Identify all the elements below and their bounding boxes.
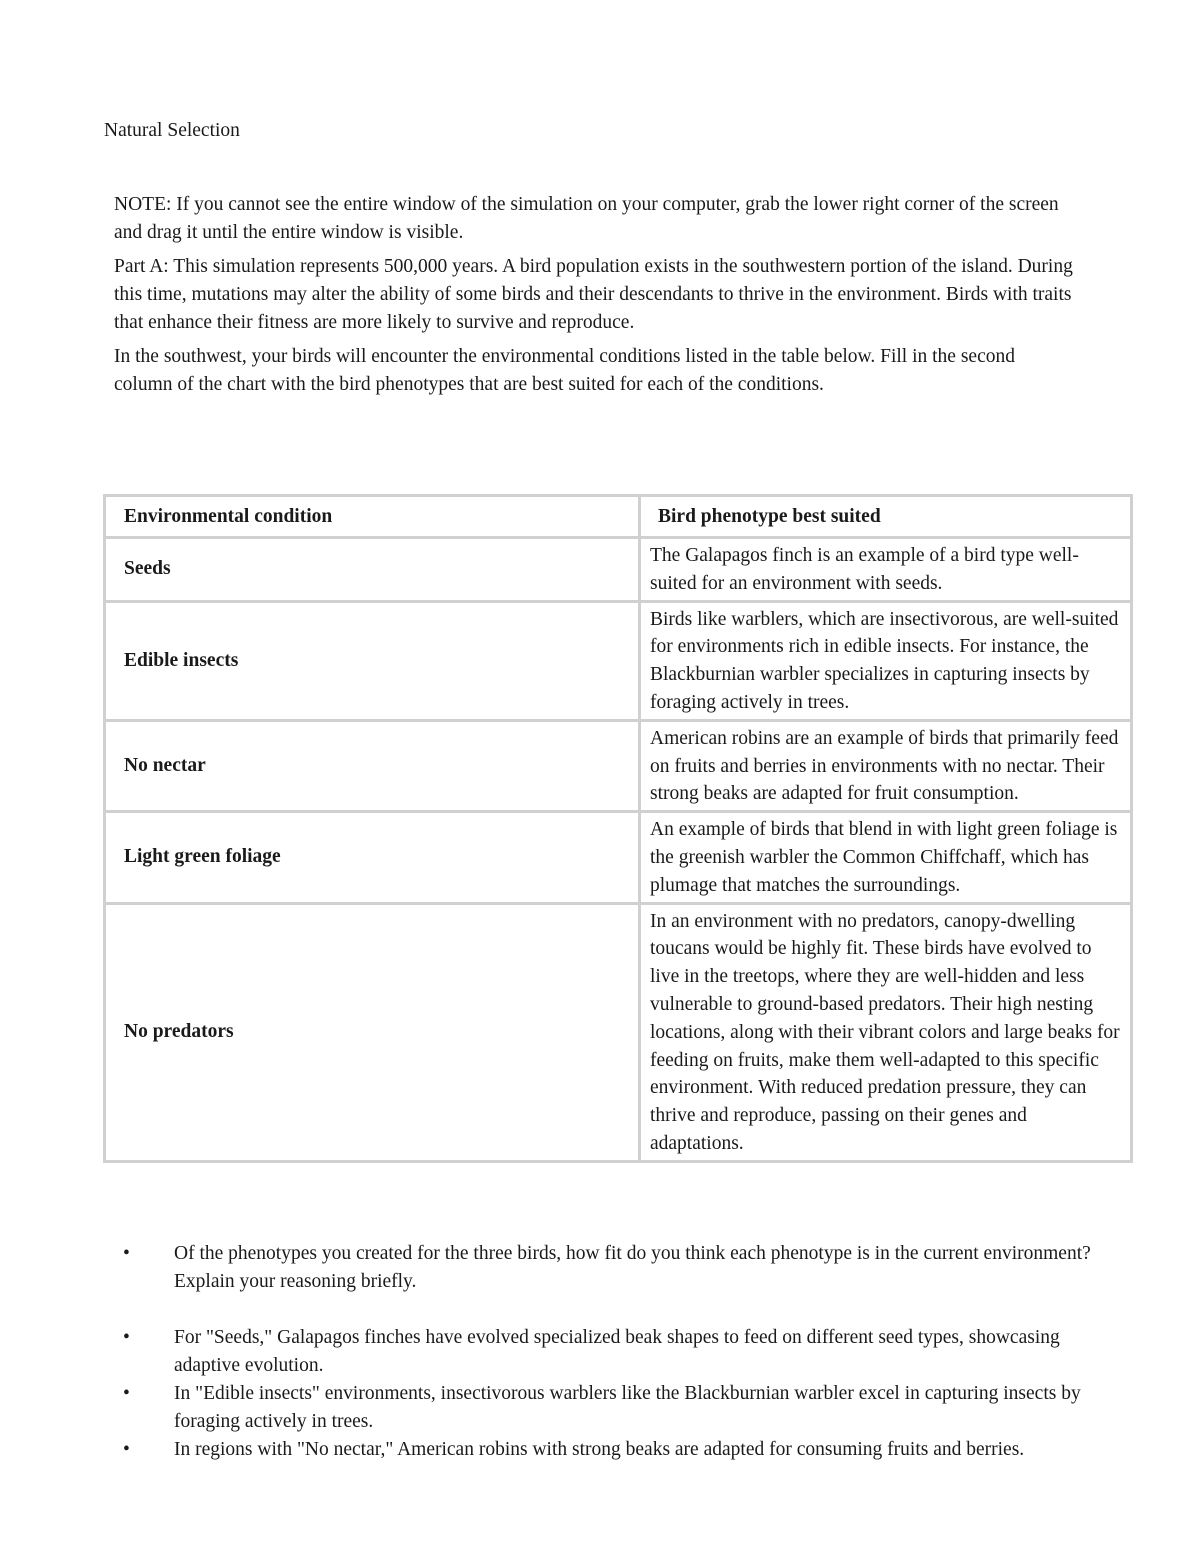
table-row [105, 812, 1132, 903]
bullet-list [120, 1240, 1120, 1464]
table-row [105, 903, 1132, 1161]
phenotype-cell[interactable]: The Galapagos finch is an example of a bird type well-suited for an environment with seeds. [640, 538, 1132, 602]
phenotype-cell[interactable]: In an environment with no predators, canopy-dwelling toucans would be highly fit. These birds have evolved to live in the treetops, where they are well-hidden and less vulnerable to ground-based predators. Their high nesting locations, along with their vibrant colors and large beaks for feeding on fruits, make them well-adapted to this specific environment. With reduced predation pressure, they can thrive and reproduce, passing on their genes and adaptations. [640, 903, 1132, 1161]
list-item: • Of the phenotypes you created for the three birds, how fit do you think each phenotype is in the current environment? Explain your reasoning briefly. [120, 1240, 1120, 1296]
phenotype-table [103, 494, 1133, 1163]
condition-cell: Light green foliage [105, 812, 640, 903]
part-a-paragraph: Part A: This simulation represents 500,000 years. A bird population exists in the southwestern portion of the island. During this time, mutations may alter the ability of some birds and their descendants to thrive in the environment. Birds with traits that enhance their fitness are more likely to survive and reproduce. [114, 256, 1073, 333]
condition-cell: Seeds [105, 538, 640, 602]
note-paragraph: NOTE: If you cannot see the entire window of the simulation on your computer, grab the lower right corner of the screen and drag it until the entire window is visible. [114, 194, 1059, 243]
header-environmental-condition: Environmental condition [105, 496, 640, 538]
instructions-paragraph: In the southwest, your birds will encounter the environmental conditions listed in the table below. Fill in the second column of the chart with the bird phenotypes that are best suited for each of the conditions. [114, 346, 1015, 395]
phenotype-cell[interactable]: Birds like warblers, which are insectivorous, are well-suited for environments rich in edible insects. For instance, the Blackburnian warbler specializes in capturing insects by foraging actively in trees. [640, 601, 1132, 720]
phenotype-cell[interactable]: An example of birds that blend in with light green foliage is the greenish warbler the Common Chiffchaff, which has plumage that matches the surroundings. [640, 812, 1132, 903]
condition-cell: No predators [105, 903, 640, 1161]
intro-section [114, 191, 1074, 405]
list-item: • In "Edible insects" environments, insectivorous warblers like the Blackburnian warbler excel in capturing insects by foraging actively in trees. [120, 1380, 1120, 1436]
list-item: • In regions with "No nectar," American robins with strong beaks are adapted for consuming fruits and berries. [120, 1436, 1120, 1464]
condition-cell: No nectar [105, 720, 640, 811]
page-title: Natural Selection [104, 120, 240, 141]
table-row [105, 601, 1132, 720]
condition-cell: Edible insects [105, 601, 640, 720]
table-row [105, 720, 1132, 811]
header-bird-phenotype: Bird phenotype best suited [640, 496, 1132, 538]
table-header-row [105, 496, 1132, 538]
phenotype-cell[interactable]: American robins are an example of birds that primarily feed on fruits and berries in environments with no nectar. Their strong beaks are adapted for fruit consumption. [640, 720, 1132, 811]
table-row [105, 538, 1132, 602]
list-item: • For "Seeds," Galapagos finches have evolved specialized beak shapes to feed on different seed types, showcasing adaptive evolution. [120, 1324, 1120, 1380]
